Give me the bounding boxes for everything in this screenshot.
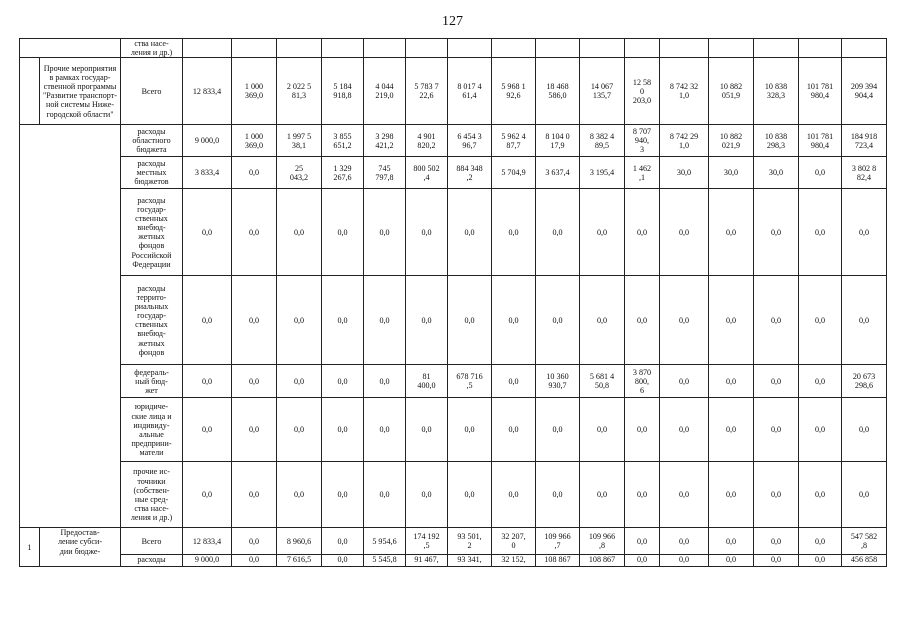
value-cell: 0,0: [709, 365, 754, 398]
value-cell: [709, 39, 754, 58]
value-cell: [536, 39, 580, 58]
value-cell: 12 58 0 203,0: [625, 58, 660, 125]
value-cell: 0,0: [625, 189, 660, 276]
value-cell: 10 882 051,9: [709, 58, 754, 125]
value-cell: 0,0: [799, 555, 842, 567]
value-cell: 0,0: [322, 276, 364, 365]
value-cell: [277, 39, 322, 58]
value-cell: [406, 39, 448, 58]
value-cell: 0,0: [364, 462, 406, 528]
value-cell: 0,0: [232, 555, 277, 567]
table-row: [20, 157, 905, 189]
value-cell: 0,0: [232, 365, 277, 398]
value-cell: 184 918 723,4: [842, 125, 887, 157]
value-cell: 0,0: [709, 189, 754, 276]
table-row: [20, 462, 905, 528]
value-cell: 0,0: [448, 189, 492, 276]
value-cell: 10 838 298,3: [754, 125, 799, 157]
funding-source-cell: Всего: [121, 528, 183, 555]
value-cell: 547 582 ,8: [842, 528, 887, 555]
value-cell: 0,0: [277, 189, 322, 276]
value-cell: 0,0: [799, 157, 842, 189]
value-cell: 108 867: [536, 555, 580, 567]
value-cell: 0,0: [492, 398, 536, 462]
value-cell: 0,0: [580, 189, 625, 276]
value-cell: 4 901 820,2: [406, 125, 448, 157]
funding-source-cell: федераль- ный бюд- жет: [121, 365, 183, 398]
value-cell: 0,0: [536, 189, 580, 276]
funding-source-cell: расходы областного бюджета: [121, 125, 183, 157]
value-cell: 0,0: [660, 555, 709, 567]
table-row: [20, 528, 905, 555]
budget-table: [19, 38, 905, 567]
value-cell: 8 382 4 89,5: [580, 125, 625, 157]
value-cell: 7 616,5: [277, 555, 322, 567]
value-cell: 0,0: [322, 398, 364, 462]
budget-table-body: [20, 39, 905, 567]
value-cell: 0,0: [799, 189, 842, 276]
value-cell: 0,0: [492, 462, 536, 528]
value-cell: 8 742 32 1,0: [660, 58, 709, 125]
value-cell: 0,0: [277, 276, 322, 365]
value-cell: 1 329 267,6: [322, 157, 364, 189]
table-row: [20, 39, 905, 58]
table-row: [20, 555, 905, 567]
funding-source-cell: расходы террито- риальных государ- ственных внебюд- жетных фондов: [121, 276, 183, 365]
value-cell: [322, 39, 364, 58]
value-cell: 91 467,: [406, 555, 448, 567]
value-cell: 6 454 3 96,7: [448, 125, 492, 157]
value-cell: 0,0: [322, 555, 364, 567]
value-cell: 0,0: [799, 462, 842, 528]
funding-source-cell: расходы местных бюджетов: [121, 157, 183, 189]
value-cell: 14 067 135,7: [580, 58, 625, 125]
page-number: 127: [442, 14, 463, 29]
value-cell: 8 017 4 61,4: [448, 58, 492, 125]
value-cell: 1 000 369,0: [232, 58, 277, 125]
value-cell: 0,0: [277, 462, 322, 528]
value-cell: 0,0: [183, 398, 232, 462]
table-row: [20, 398, 905, 462]
value-cell: 81 400,0: [406, 365, 448, 398]
value-cell: 0,0: [660, 276, 709, 365]
value-cell: 0,0: [842, 398, 887, 462]
value-cell: 0,0: [625, 528, 660, 555]
value-cell: 0,0: [183, 276, 232, 365]
value-cell: 0,0: [709, 528, 754, 555]
value-cell: 93 501, 2: [448, 528, 492, 555]
value-cell: 5 783 7 22,6: [406, 58, 448, 125]
value-cell: 0,0: [580, 276, 625, 365]
value-cell: 9 000,0: [183, 555, 232, 567]
value-cell: [183, 39, 232, 58]
value-cell: 30,0: [754, 157, 799, 189]
value-cell: 0,0: [754, 555, 799, 567]
value-cell: 0,0: [660, 189, 709, 276]
value-cell: 0,0: [709, 398, 754, 462]
value-cell: 5 681 4 50,8: [580, 365, 625, 398]
value-cell: 5 184 918,8: [322, 58, 364, 125]
value-cell: 93 341,: [448, 555, 492, 567]
table-row: [20, 365, 905, 398]
value-cell: 0,0: [754, 276, 799, 365]
value-cell: 1 000 369,0: [232, 125, 277, 157]
value-cell: 0,0: [364, 189, 406, 276]
value-cell: 884 348 ,2: [448, 157, 492, 189]
value-cell: 0,0: [322, 528, 364, 555]
value-cell: 0,0: [799, 528, 842, 555]
funding-source-cell: расходы государ- ственных внебюд- жетных фондов Российской Федерации: [121, 189, 183, 276]
value-cell: 0,0: [277, 398, 322, 462]
value-cell: [625, 39, 660, 58]
value-cell: 0,0: [183, 365, 232, 398]
value-cell: 12 833,4: [183, 528, 232, 555]
value-cell: [448, 39, 492, 58]
number-cell-blank: [20, 39, 121, 58]
value-cell: 456 858: [842, 555, 887, 567]
value-cell: 9 000,0: [183, 125, 232, 157]
value-cell: 12 833,4: [183, 58, 232, 125]
value-cell: 0,0: [536, 276, 580, 365]
value-cell: [580, 39, 625, 58]
value-cell: 0,0: [580, 398, 625, 462]
value-cell: 3 195,4: [580, 157, 625, 189]
value-cell: 0,0: [842, 462, 887, 528]
value-cell: [842, 39, 887, 58]
value-cell: 1 462 ,1: [625, 157, 660, 189]
value-cell: 0,0: [322, 462, 364, 528]
table-row: [20, 125, 905, 157]
funding-source-cell: ства насе- ления и др.): [121, 39, 183, 58]
value-cell: 0,0: [625, 555, 660, 567]
funding-source-cell: Всего: [121, 58, 183, 125]
value-cell: 30,0: [660, 157, 709, 189]
value-cell: 0,0: [754, 189, 799, 276]
value-cell: 0,0: [754, 462, 799, 528]
value-cell: 0,0: [364, 365, 406, 398]
value-cell: 3 802 8 82,4: [842, 157, 887, 189]
measure-number-cell: 1: [20, 528, 40, 567]
value-cell: 0,0: [322, 365, 364, 398]
value-cell: 800 502 ,4: [406, 157, 448, 189]
measure-name-cell: Предостав- ление субси- дии бюдже-: [40, 528, 121, 567]
value-cell: 0,0: [754, 398, 799, 462]
value-cell: 5 954,6: [364, 528, 406, 555]
value-cell: 0,0: [364, 276, 406, 365]
value-cell: 0,0: [448, 276, 492, 365]
value-cell: 0,0: [799, 398, 842, 462]
value-cell: 109 966 ,7: [536, 528, 580, 555]
value-cell: 0,0: [183, 462, 232, 528]
table-row: [20, 189, 905, 276]
value-cell: [754, 39, 799, 58]
value-cell: 20 673 298,6: [842, 365, 887, 398]
value-cell: 0,0: [709, 462, 754, 528]
value-cell: 0,0: [232, 189, 277, 276]
value-cell: 10 882 021,9: [709, 125, 754, 157]
funding-source-cell: прочие ис- точники (собствен- ные сред- ства насе- ления и др.): [121, 462, 183, 528]
value-cell: 0,0: [492, 189, 536, 276]
value-cell: 0,0: [625, 462, 660, 528]
funding-source-cell: расходы: [121, 555, 183, 567]
value-cell: [364, 39, 406, 58]
value-cell: 0,0: [536, 398, 580, 462]
value-cell: 2 022 5 81,3: [277, 58, 322, 125]
value-cell: 0,0: [536, 462, 580, 528]
value-cell: 1 997 5 38,1: [277, 125, 322, 157]
value-cell: 10 360 930,7: [536, 365, 580, 398]
value-cell: 0,0: [232, 528, 277, 555]
value-cell: 0,0: [660, 365, 709, 398]
value-cell: 0,0: [183, 189, 232, 276]
value-cell: 3 855 651,2: [322, 125, 364, 157]
value-cell: 101 781 980,4: [799, 58, 842, 125]
value-cell: 3 298 421,2: [364, 125, 406, 157]
value-cell: 0,0: [448, 462, 492, 528]
number-cell-blank: [20, 58, 40, 125]
program-continuation-cell: [20, 125, 121, 528]
value-cell: 0,0: [709, 555, 754, 567]
value-cell: 0,0: [492, 365, 536, 398]
program-name-cell: Прочие мероприятия в рамках государ- ственной программы "Развитие транспорт- ной системы Ниже- городской области": [40, 58, 121, 125]
value-cell: 10 838 328,3: [754, 58, 799, 125]
value-cell: 0,0: [842, 276, 887, 365]
value-cell: 0,0: [625, 276, 660, 365]
value-cell: 101 781 980,4: [799, 125, 842, 157]
value-cell: 5 704,9: [492, 157, 536, 189]
value-cell: 0,0: [660, 462, 709, 528]
value-cell: [660, 39, 709, 58]
value-cell: 5 968 1 92,6: [492, 58, 536, 125]
value-cell: 0,0: [799, 365, 842, 398]
value-cell: 5 545,8: [364, 555, 406, 567]
funding-source-cell: юридиче- ские лица и индивиду- альные предприни- матели: [121, 398, 183, 462]
value-cell: 5 962 4 87,7: [492, 125, 536, 157]
value-cell: 0,0: [232, 398, 277, 462]
value-cell: 0,0: [232, 157, 277, 189]
value-cell: 0,0: [660, 398, 709, 462]
value-cell: 0,0: [406, 276, 448, 365]
value-cell: 8 960,6: [277, 528, 322, 555]
value-cell: 3 637,4: [536, 157, 580, 189]
value-cell: 3 833,4: [183, 157, 232, 189]
value-cell: 0,0: [754, 528, 799, 555]
value-cell: 745 797,8: [364, 157, 406, 189]
value-cell: 0,0: [709, 276, 754, 365]
value-cell: 0,0: [322, 189, 364, 276]
value-cell: 0,0: [754, 365, 799, 398]
value-cell: [492, 39, 536, 58]
value-cell: 109 966 ,8: [580, 528, 625, 555]
table-row: [20, 58, 905, 125]
value-cell: 0,0: [277, 365, 322, 398]
value-cell: 0,0: [492, 276, 536, 365]
value-cell: 3 870 800, 6: [625, 365, 660, 398]
value-cell: 0,0: [625, 398, 660, 462]
value-cell: 0,0: [406, 398, 448, 462]
value-cell: 32 152,: [492, 555, 536, 567]
value-cell: 4 044 219,0: [364, 58, 406, 125]
value-cell: 0,0: [842, 189, 887, 276]
value-cell: 0,0: [364, 398, 406, 462]
value-cell: 32 207, 0: [492, 528, 536, 555]
value-cell: 30,0: [709, 157, 754, 189]
value-cell: 0,0: [232, 276, 277, 365]
value-cell: 174 192 ,5: [406, 528, 448, 555]
value-cell: 0,0: [406, 462, 448, 528]
value-cell: 0,0: [799, 276, 842, 365]
value-cell: [232, 39, 277, 58]
value-cell: [799, 39, 842, 58]
table-row: [20, 276, 905, 365]
value-cell: 0,0: [580, 462, 625, 528]
value-cell: 8 707 940, 3: [625, 125, 660, 157]
value-cell: 108 867: [580, 555, 625, 567]
value-cell: 209 394 904,4: [842, 58, 887, 125]
value-cell: 8 742 29 1,0: [660, 125, 709, 157]
value-cell: 678 716 ,5: [448, 365, 492, 398]
value-cell: 18 468 586,0: [536, 58, 580, 125]
value-cell: 8 104 0 17,9: [536, 125, 580, 157]
value-cell: 0,0: [406, 189, 448, 276]
value-cell: 0,0: [232, 462, 277, 528]
value-cell: 0,0: [660, 528, 709, 555]
value-cell: 25 043,2: [277, 157, 322, 189]
value-cell: 0,0: [448, 398, 492, 462]
